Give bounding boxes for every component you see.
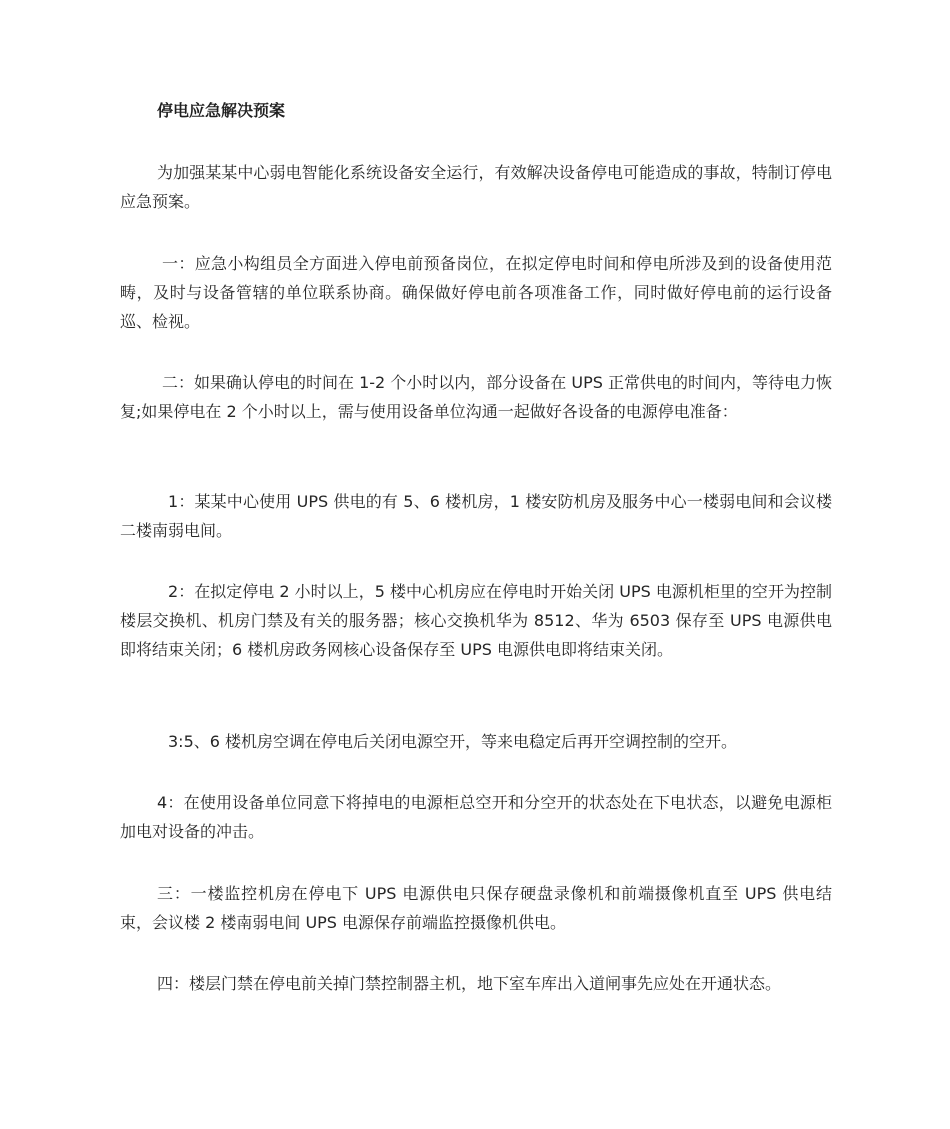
section-four-paragraph: 四：楼层门禁在停电前关掉门禁控制器主机，地下室车库出入道闸事先应处在开通状态。 xyxy=(157,974,782,993)
section-two-item-3: 3:5、6 楼机房空调在停电后关闭电源空开，等来电稳定后再开空调控制的空开。 xyxy=(168,732,738,751)
section-two-item-4: 4：在使用设备单位同意下将掉电的电源柜总空开和分空开的状态处在下电状态，以避免电源柜加电对设备的冲击。 xyxy=(120,793,832,841)
intro-paragraph: 为加强某某中心弱电智能化系统设备安全运行，有效解决设备停电可能造成的事故，特制订停电应急预案。 xyxy=(120,163,832,211)
section-two-item-2: 2：在拟定停电 2 小时以上，5 楼中心机房应在停电时开始关闭 UPS 电源机柜里的空开为控制楼层交换机、机房门禁及有关的服务器；核心交换机华为 8512、华为 6503 保存至 UPS 电源供电即将结束关闭；6 楼机房政务网核心设备保存至 UPS 电源供电即将结束关闭。 xyxy=(120,582,832,659)
section-one-paragraph: 一：应急小构组员全方面进入停电前预备岗位，在拟定停电时间和停电所涉及到的设备使用范畴，及时与设备管辖的单位联系协商。确保做好停电前各项准备工作，同时做好停电前的运行设备巡、检视。 xyxy=(120,254,832,331)
section-two-item-1: 1：某某中心使用 UPS 供电的有 5、6 楼机房，1 楼安防机房及服务中心一楼弱电间和会议楼二楼南弱电间。 xyxy=(120,492,832,540)
section-two-paragraph: 二：如果确认停电的时间在 1-2 个小时以内，部分设备在 UPS 正常供电的时间内，等待电力恢复;如果停电在 2 个小时以上，需与使用设备单位沟通一起做好各设备的电源停电准备： xyxy=(120,373,832,421)
document-title: 停电应急解决预案 xyxy=(157,101,286,120)
section-three-paragraph: 三：一楼监控机房在停电下 UPS 电源供电只保存硬盘录像机和前端摄像机直至 UPS 供电结束，会议楼 2 楼南弱电间 UPS 电源保存前端监控摄像机供电。 xyxy=(120,884,832,932)
